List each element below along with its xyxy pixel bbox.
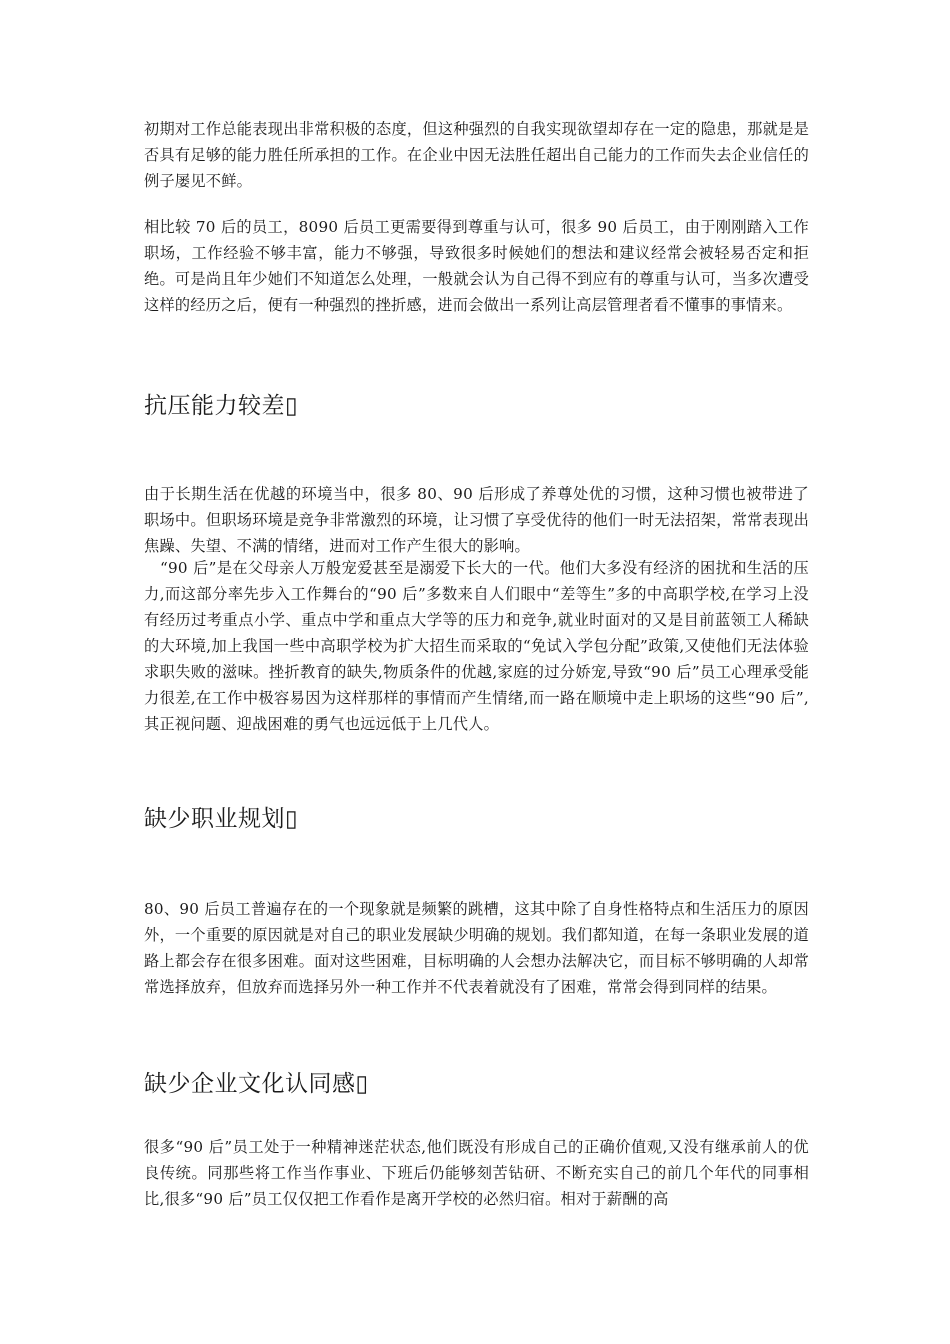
paragraph-3: 由于长期生活在优越的环境当中，很多 80、90 后形成了养尊处优的习惯，这种习惯也被带进了职场中。但职场环境是竞争非常激烈的环境，让习惯了享受优待的他们一时无法招架，常常表现出焦躁、失望、不满的情绪，进而对工作产生很大的影响。 — [144, 485, 809, 555]
heading-text: 抗压能力较差 — [144, 393, 285, 419]
heading-text: 缺少企业文化认同感 — [144, 1071, 356, 1097]
heading-marker-icon: ▯ — [355, 1071, 369, 1097]
paragraph-2: 相比较 70 后的员工，8090 后员工更需要得到尊重与认可，很多 90 后员工，由于刚刚踏入工作职场，工作经验不够丰富，能力不够强，导致很多时候她们的想法和建议经常会被轻易否定和拒绝。可是尚且年少她们不知道怎么处理，一般就会认为自己得不到应有的尊重与认可，当多次遭受这样的经历之后，便有一种强烈的挫折感，进而会做出一系列让高层管理者看不懂事的事情来。 — [144, 218, 809, 314]
section-heading-corporate-culture — [144, 1068, 809, 1100]
heading-text: 缺少职业规划 — [144, 806, 285, 832]
paragraph-5: 80、90 后员工普遍存在的一个现象就是频繁的跳槽，这其中除了自身性格特点和生活压力的原因外，一个重要的原因就是对自己的职业发展缺少明确的规划。我们都知道，在每一条职业发展的道路上都会存在很多困难。面对这些困难，目标明确的人会想办法解决它，而目标不够明确的人却常常选择放弃，但放弃而选择另外一种工作并不代表着就没有了困难，常常会得到同样的结果。 — [144, 900, 809, 996]
section-heading-stress — [144, 390, 809, 422]
paragraph-6: 很多“90 后”员工处于一种精神迷茫状态,他们既没有形成自己的正确价值观,又没有继承前人的优良传统。同那些将工作当作事业、下班后仍能够刻苦钻研、不断充实自己的前几个年代的同事相比,很多“90 后”员工仅仅把工作看作是离开学校的必然归宿。相对于薪酬的高 — [144, 1138, 809, 1208]
section-heading-career-planning — [144, 803, 809, 835]
heading-marker-icon: ▯ — [285, 806, 299, 832]
paragraph-1: 初期对工作总能表现出非常积极的态度，但这种强烈的自我实现欲望却存在一定的隐患，那就是是否具有足够的能力胜任所承担的工作。在企业中因无法胜任超出自己能力的工作而失去企业信任的例子屡见不鲜。 — [144, 120, 809, 190]
heading-marker-icon: ▯ — [285, 393, 299, 419]
paragraph-4: “90 后”是在父母亲人万般宠爱甚至是溺爱下长大的一代。他们大多没有经济的困扰和生活的压力,而这部分率先步入工作舞台的“90 后”多数来自人们眼中“差等生”多的中高职学校,在学习上没有经历过考重点小学、重点中学和重点大学等的压力和竞争,就业时面对的又是目前蓝领工人稀缺的大环境,加上我国一些中高职学校为扩大招生而采取的“免试入学包分配”政策,又使他们无法体验求职失败的滋味。挫折教育的缺失,物质条件的优越,家庭的过分娇宠,导致“90 后”员工心理承受能力很差,在工作中极容易因为这样那样的事情而产生情绪,而一路在顺境中走上职场的这些“90 后”,其正视问题、迎战困难的勇气也远远低于上几代人。 — [144, 559, 809, 733]
